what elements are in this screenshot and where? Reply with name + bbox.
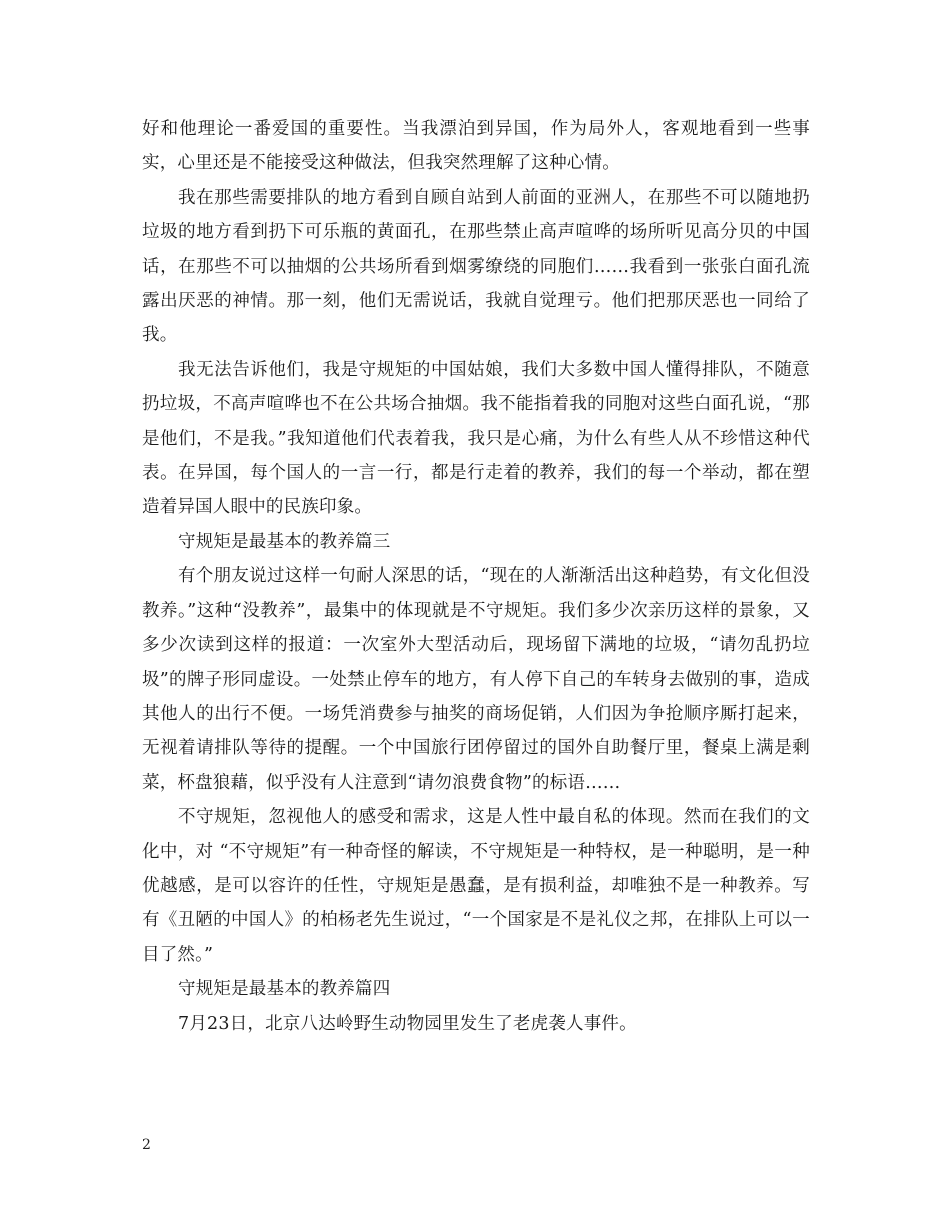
document-body (142, 112, 810, 1041)
paragraph-1: 好和他理论一番爱国的重要性。当我漂泊到异国，作为局外人，客观地看到一些事实，心里还是不能接受这种做法，但我突然理解了这种心情。 (142, 119, 810, 174)
paragraph-6: 7月23日，北京八达岭野生动物园里发生了老虎袭人事件。 (178, 1013, 637, 1034)
paragraph-2: 我在那些需要排队的地方看到自顾自站到人前面的亚洲人，在那些不可以随地扔垃圾的地方看到扔下可乐瓶的黄面孔，在那些禁止高声喧哗的场所听见高分贝的中国话，在那些不可以抽烟的公共场所看到烟雾缭绕的同胞们……我看到一张张白面孔流露出厌恶的神情。那一刻，他们无需说话，我就自觉理亏。他们把那厌恶也一同给了我。 (142, 187, 810, 346)
paragraph-3: 我无法告诉他们，我是守规矩的中国姑娘，我们大多数中国人懂得排队，不随意扔垃圾，不高声喧哗也不在公共场合抽烟。我不能指着我的同胞对这些白面孔说，“那是他们，不是我。”我知道他们代表着我，我只是心痛，为什么有些人从不珍惜这种代表。在异国，每个国人的一言一行，都是行走着的教养，我们的每一个举动，都在塑造着异国人眼中的民族印象。 (142, 359, 810, 518)
paragraph-5: 不守规矩，忽视他人的感受和需求，这是人性中最自私的体现。然而在我们的文化中，对 “不守规矩”有一种奇怪的解读，不守规矩是一种特权，是一种聪明，是一种优越感，是可以容许的任性，守规矩是愚蠢，是有损利益，却唯独不是一种教养。写有《丑陋的中国人》的柏杨老先生说过，“一个国家是不是礼仪之邦，在排队上可以一目了然。” (142, 807, 810, 965)
section-heading-3: 守规矩是最基本的教养篇三 (178, 531, 391, 552)
paragraph-4: 有个朋友说过这样一句耐人深思的话，“现在的人渐渐活出这种趋势，有文化但没教养。”这种“没教养”，最集中的体现就是不守规矩。我们多少次亲历这样的景象，又多少次读到这样的报道：一次室外大型活动后，现场留下满地的垃圾，“请勿乱扔垃圾”的牌子形同虚设。一处禁止停车的地方，有人停下自己的车转身去做别的事，造成其他人的出行不便。一场凭消费参与抽奖的商场促销，人们因为争抢顺序厮打起来，无视着请排队等待的提醒。一个中国旅行团停留过的国外自助餐厅里，餐桌上满是剩菜，杯盘狼藉，似乎没有人注意到“请勿浪费食物”的标语…… (142, 566, 810, 793)
section-heading-4: 守规矩是最基本的教养篇四 (178, 979, 391, 1000)
page-number: 2 (142, 1137, 151, 1153)
